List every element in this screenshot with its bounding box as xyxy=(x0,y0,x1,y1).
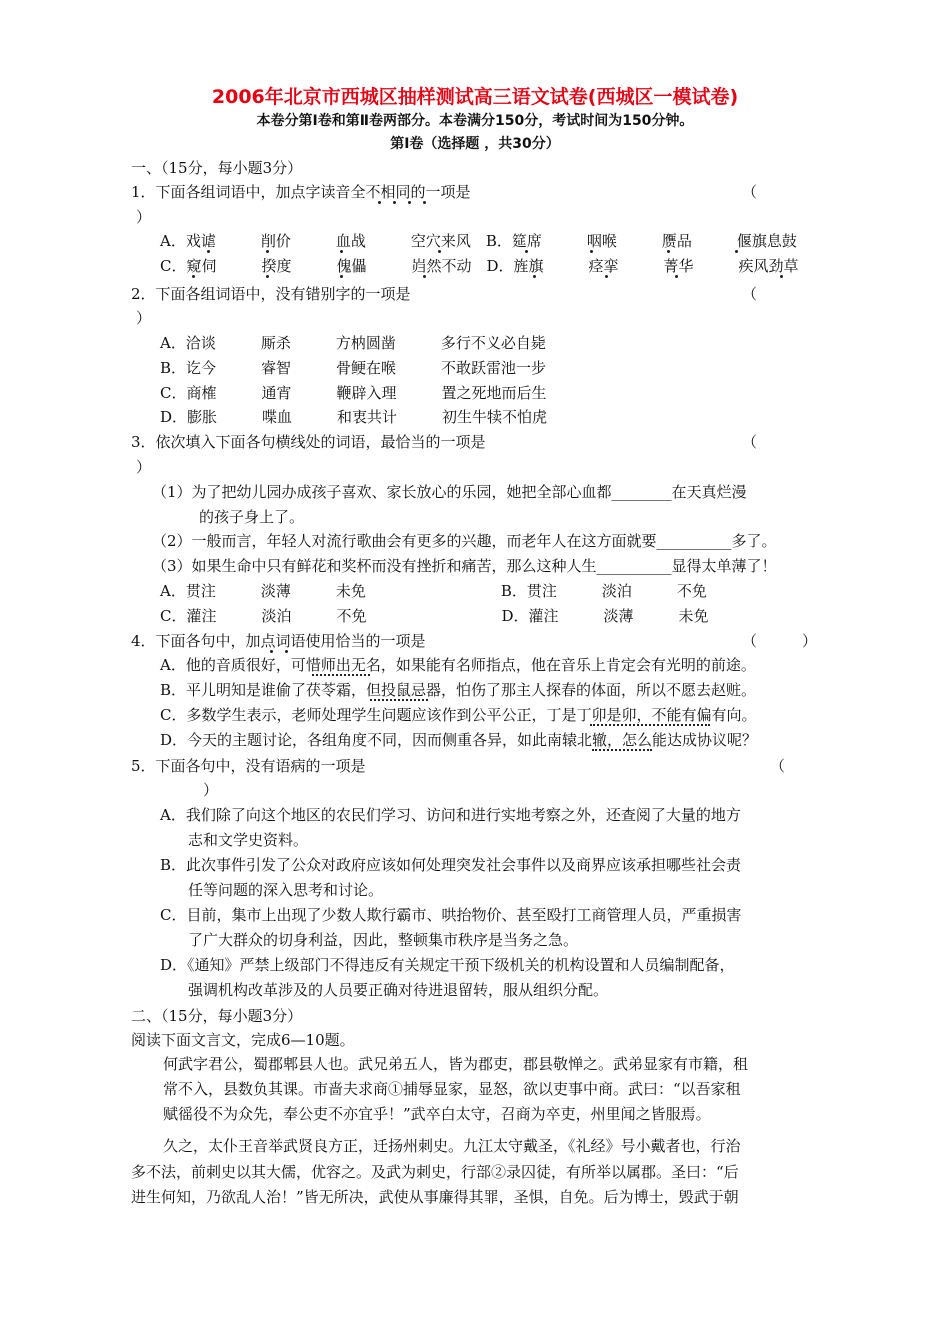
q2-option-b: B．讫今 睿智 骨鲠在喉 不敢跃雷池一步 xyxy=(160,359,547,377)
emphasis-dot xyxy=(266,275,269,278)
q2-stem: 2．下面各组词语中，没有错别字的一项是 xyxy=(131,285,411,303)
q5-option-c: C．目前，集市上出现了少数人欺行霸市、哄抬物价、甚至殴打工商管理人员，严重损害 xyxy=(160,906,742,924)
emphasis-underline xyxy=(592,745,652,751)
section-title: 第Ⅰ卷（选择题 ，共30分） xyxy=(390,136,560,152)
emphasis-dot xyxy=(423,201,426,204)
q2-option-c: C．商榷 通宵 鞭辟入理 置之死地而后生 xyxy=(160,384,547,402)
q4-stem: 4．下面各句中，加点词语使用恰当的一项是 xyxy=(131,632,426,650)
passage-p2-line: 进生何知，乃欲乱人治！”皆无所决，武使从事廉得其罪，圣惧，自免。后为博士，毁武于朝 xyxy=(131,1188,739,1206)
q5-option-a: A．我们除了向这个地区的农民们学习、访问和进行实地考察之外，还查阅了大量的地方 xyxy=(160,806,741,824)
part1-label: 一、（15分，每小题3分） xyxy=(131,159,303,177)
emphasis-dot xyxy=(735,250,738,253)
emphasis-dot xyxy=(590,250,593,253)
q3-sentence-3: （3）如果生命中只有鲜花和奖杯而没有挫折和痛苦，那么这种人生__________显得太单薄了！ xyxy=(152,557,777,575)
q4-option-d: D．今天的主题讨论，各组角度不同，因而侧重各异，如此南辕北辙，怎么能达成协议呢？ xyxy=(160,731,758,749)
q3-paren-open: （ xyxy=(742,433,758,451)
q5-option-c-cont: 了广大群众的切身利益，因此，整顿集市秩序是当务之急。 xyxy=(188,931,579,949)
q1-stem: 1．下面各组词语中，加点字读音全不相同的一项是 xyxy=(131,183,471,201)
emphasis-dot xyxy=(780,275,783,278)
q2-paren-close: ） xyxy=(136,309,152,327)
q4-option-a: A．他的音质很好，可惜师出无名，如果能有名师指点，他在音乐上肯定会有光明的前途。 xyxy=(160,656,756,674)
q3-sentence-1-cont: 的孩子身上了。 xyxy=(199,508,305,526)
part2-intro: 阅读下面文言文，完成6—10题。 xyxy=(131,1031,355,1049)
emphasis-dot xyxy=(605,275,608,278)
emphasis-dot xyxy=(207,250,210,253)
exam-subtitle: 本卷分第Ⅰ卷和第Ⅱ卷两部分。本卷满分150分，考试时间为150分钟。 xyxy=(256,113,694,129)
emphasis-underline xyxy=(312,670,370,676)
passage-p1-line: 何武字君公，蜀郡郫县人也。武兄弟五人，皆为郡吏，郡县敬惮之。武弟显家有市籍，租 xyxy=(163,1055,749,1073)
q5-paren-close: ） xyxy=(203,781,219,799)
q5-option-d-cont: 强调机构改革涉及的人员要正确对待进退留转，服从组织分配。 xyxy=(188,981,609,999)
emphasis-dot xyxy=(423,275,426,278)
emphasis-dot xyxy=(378,201,381,204)
q3-sentence-2: （2）一般而言，年轻人对流行歌曲会有更多的兴趣，而老年人在这方面就要__________多了。 xyxy=(152,532,777,550)
passage-p1-line: 常不入，县数负其课。市啬夫求商①捕辱显家，显怒，欲以吏事中商。武曰：“以吾家租 xyxy=(163,1080,741,1098)
passage-p2-line: 久之，太仆王音举武贤良方正，迁扬州刺史。九江太守戴圣，《礼经》号小戴者也，行治 xyxy=(163,1137,741,1155)
q1-option-a-b: A．戏谑 削价 血战 空穴来风 B．筵席 咽喉 赝品 偃旗息鼓 xyxy=(160,232,797,250)
emphasis-dot xyxy=(340,275,343,278)
q5-option-b-cont: 任等问题的深入思考和讨论。 xyxy=(188,881,384,899)
q2-option-d: D．膨胀 喋血 和衷共计 初生牛犊不怕虎 xyxy=(160,408,548,426)
emphasis-dot xyxy=(675,275,678,278)
q4-paren: （ ） xyxy=(742,632,818,650)
q2-paren-open: （ xyxy=(742,285,758,303)
emphasis-dot xyxy=(393,201,396,204)
q1-option-c-d: C．窥伺 揆度 傀儡 岿然不动 D．旌旗 痉挛 菁华 疾风劲草 xyxy=(160,257,799,275)
emphasis-dot xyxy=(340,250,343,253)
emphasis-dot xyxy=(525,250,528,253)
passage-p1-line: 赋徭役不为众先，奉公吏不亦宜乎！”武卒白太守，召商为卒吏，州里闻之皆服焉。 xyxy=(163,1105,711,1123)
emphasis-dot xyxy=(192,275,195,278)
q5-option-d: D．《通知》严禁上级部门不得违反有关规定干预下级机关的机构设置和人员编制配备， xyxy=(160,956,735,974)
q1-paren-open: （ xyxy=(742,183,758,201)
emphasis-dot xyxy=(285,650,288,653)
emphasis-dot xyxy=(667,250,670,253)
emphasis-underline xyxy=(370,695,428,701)
q2-option-a: A．洽谈 厮杀 方枘圆凿 多行不义必自毙 xyxy=(160,334,546,352)
emphasis-dot xyxy=(438,250,441,253)
passage-p2-line: 多不法，前刺史以其大儒，优容之。及武为刺史，行部②录囚徒，有所举以属郡。圣曰：“后 xyxy=(131,1163,739,1181)
q5-option-a-cont: 志和文学史资料。 xyxy=(188,831,309,849)
exam-title: 2006年北京市西城区抽样测试高三语文试卷(西城区一模试卷) xyxy=(211,86,739,108)
q3-stem: 3．依次填入下面各句横线处的词语，最恰当的一项是 xyxy=(131,433,486,451)
emphasis-underline xyxy=(590,720,710,726)
q5-paren-open: （ xyxy=(770,757,786,775)
q3-option-c-d: C．灌注 淡泊 不免 D．灌注 淡薄 未免 xyxy=(160,607,709,625)
emphasis-dot xyxy=(270,650,273,653)
q4-option-b: B．平儿明知是谁偷了茯苓霜，但投鼠忌器，怕伤了那主人探春的体面，所以不愿去赵赃。 xyxy=(160,681,757,699)
emphasis-dot xyxy=(408,201,411,204)
part2-label: 二、（15分，每小题3分） xyxy=(131,1007,303,1025)
q3-sentence-1: （1）为了把幼儿园办成孩子喜欢、家长放心的乐园，她把全部心血都________在天真烂漫 xyxy=(152,483,747,501)
q3-paren-close: ） xyxy=(136,458,152,476)
q5-stem: 5．下面各句中，没有语病的一项是 xyxy=(131,757,366,775)
q5-option-b: B．此次事件引发了公众对政府应该如何处理突发社会事件以及商界应该承担哪些社会责 xyxy=(160,856,742,874)
q1-paren-close: ） xyxy=(136,208,152,226)
q3-option-a-b: A．贯注 淡薄 未免 B．贯注 淡泊 不免 xyxy=(160,582,707,600)
emphasis-dot xyxy=(266,250,269,253)
emphasis-dot xyxy=(533,275,536,278)
q4-option-c: C．多数学生表示，老师处理学生问题应该作到公平公正，丁是丁卯是卯，不能有偏有向。 xyxy=(160,706,757,724)
